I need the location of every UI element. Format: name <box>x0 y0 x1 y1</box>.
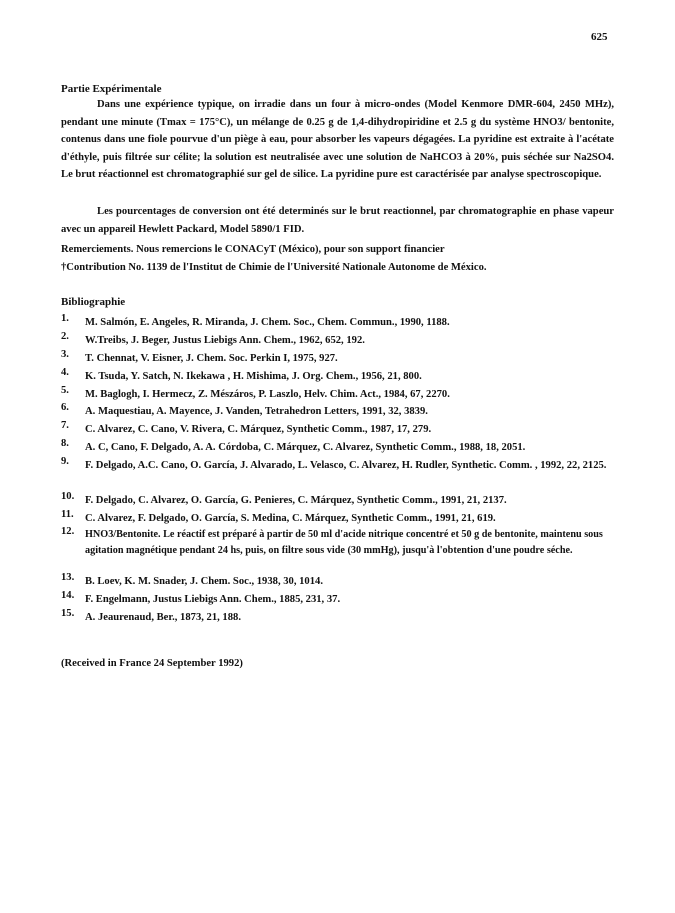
reference-text: M. Baglogh, I. Hermecz, Z. Mészáros, P. Laszlo, Helv. Chim. Act., 1984, 67, 2270. <box>85 388 450 400</box>
reference-number: 12. <box>61 526 75 538</box>
reference-list <box>61 314 621 627</box>
reference-number: 6. <box>61 402 69 414</box>
reference-text: A. C, Cano, F. Delgado, A. A. Córdoba, C. Márquez, C. Alvarez, Synthetic Comm., 1988, 18, 2051. <box>85 442 526 454</box>
reference-number: 5. <box>61 384 69 396</box>
acknowledgement: Remerciements. Nous remercions le CONACyT (México), pour son support financier <box>61 244 445 255</box>
bibliography-title: Bibliographie <box>61 296 126 308</box>
reference-text: A. Maquestiau, A. Mayence, J. Vanden, Tetrahedron Letters, 1991, 32, 3839. <box>85 406 428 418</box>
reference-text: W.Treibs, J. Beger, Justus Liebigs Ann. Chem., 1962, 652, 192. <box>85 334 365 346</box>
reference-number: 2. <box>61 330 69 342</box>
reference-text: F. Delgado, C. Alvarez, O. García, G. Penieres, C. Márquez, Synthetic Comm., 1991, 21, 2137. <box>85 494 507 506</box>
paragraph-2-text: Les pourcentages de conversion ont été determinés sur le brut reactionnel, par chromatographie en phase vapeur avec un appareil Hewlett Packard, Model 5890/1 FID. <box>61 206 614 235</box>
reference-text: C. Alvarez, C. Cano, V. Rivera, C. Márquez, Synthetic Comm., 1987, 17, 279. <box>85 424 432 436</box>
reference-item <box>61 403 621 421</box>
reference-item <box>61 368 621 386</box>
experimental-paragraph-2 <box>61 203 614 238</box>
reference-number: 9. <box>61 456 69 468</box>
reference-item <box>61 573 621 591</box>
experimental-title: Partie Expérimentale <box>61 83 162 95</box>
reference-text: C. Alvarez, F. Delgado, O. García, S. Medina, C. Márquez, Synthetic Comm., 1991, 21, 619. <box>85 512 496 524</box>
reference-item <box>61 492 621 510</box>
reference-item <box>61 332 621 350</box>
reference-item <box>61 350 621 368</box>
reference-text: HNO3/Bentonite. Le réactif est préparé à partir de 50 ml d'acide nitrique concentré et 50 g de bentonite, maintenu sous agitation magnétique pendant 24 hs, puis, on filtre sous vide (30 mmHg), jusqu'à l'obtention d'une poudre séche. <box>85 529 603 556</box>
contribution-note: †Contribution No. 1139 de l'Institut de Chimie de l'Université Nationale Autonome de México. <box>61 262 487 273</box>
reference-number: 13. <box>61 572 75 584</box>
reference-text: T. Chennat, V. Eisner, J. Chem. Soc. Perkin I, 1975, 927. <box>85 352 338 364</box>
reference-number: 4. <box>61 366 69 378</box>
reference-text: B. Loev, K. M. Snader, J. Chem. Soc., 1938, 30, 1014. <box>85 576 323 588</box>
reference-item <box>61 510 621 528</box>
reference-item <box>61 421 621 439</box>
reference-number: 8. <box>61 438 69 450</box>
reference-text: F. Engelmann, Justus Liebigs Ann. Chem., 1885, 231, 37. <box>85 594 341 606</box>
reference-item <box>61 439 621 457</box>
page-number: 625 <box>591 31 608 43</box>
experimental-paragraph-1 <box>61 96 614 184</box>
reference-text: F. Delgado, A.C. Cano, O. García, J. Alvarado, L. Velasco, C. Alvarez, H. Rudler, Synthetic. Comm. , 1992, 22, 2125. <box>85 460 607 472</box>
reference-number: 1. <box>61 313 69 324</box>
reference-item <box>61 609 621 627</box>
reference-number: 14. <box>61 590 75 602</box>
received-date: (Received in France 24 September 1992) <box>61 658 243 669</box>
reference-item <box>61 457 621 492</box>
reference-item <box>61 386 621 404</box>
reference-text: M. Salmón, E. Angeles, R. Miranda, J. Chem. Soc., Chem. Commun., 1990, 1188. <box>85 317 450 328</box>
reference-number: 15. <box>61 608 75 620</box>
reference-item <box>61 527 621 573</box>
reference-number: 11. <box>61 508 74 520</box>
reference-number: 10. <box>61 490 75 502</box>
reference-item <box>61 591 621 609</box>
reference-item <box>61 314 621 332</box>
paragraph-1-text: Dans une expérience typique, on irradie dans un four à micro-ondes (Model Kenmore DMR-604, 2450 MHz), pendant une minute (Tmax = 175°C), un mélange de 0.25 g de 1,4-dihydropiridine et 2.5 g du système HNO3/ bentonite, contenus dans une fiole pourvue d'un piège à eau, pour absorber les vapeurs dégagées. La pyridine est extraite à l'acétate d'éthyle, puis filtrée sur célite; la solution est neutralisée avec une solution de NaHCO3 à 20%, puis séchée sur Na2SO4. Le brut réactionnel est chromatographié sur gel de silice. La pyridine pure est caractérisée par analyse spectroscopique. <box>61 99 614 180</box>
reference-number: 7. <box>61 420 69 432</box>
reference-text: A. Jeaurenaud, Ber., 1873, 21, 188. <box>85 612 241 624</box>
reference-text: K. Tsuda, Y. Satch, N. Ikekawa , H. Mishima, J. Org. Chem., 1956, 21, 800. <box>85 370 422 382</box>
reference-number: 3. <box>61 348 69 360</box>
